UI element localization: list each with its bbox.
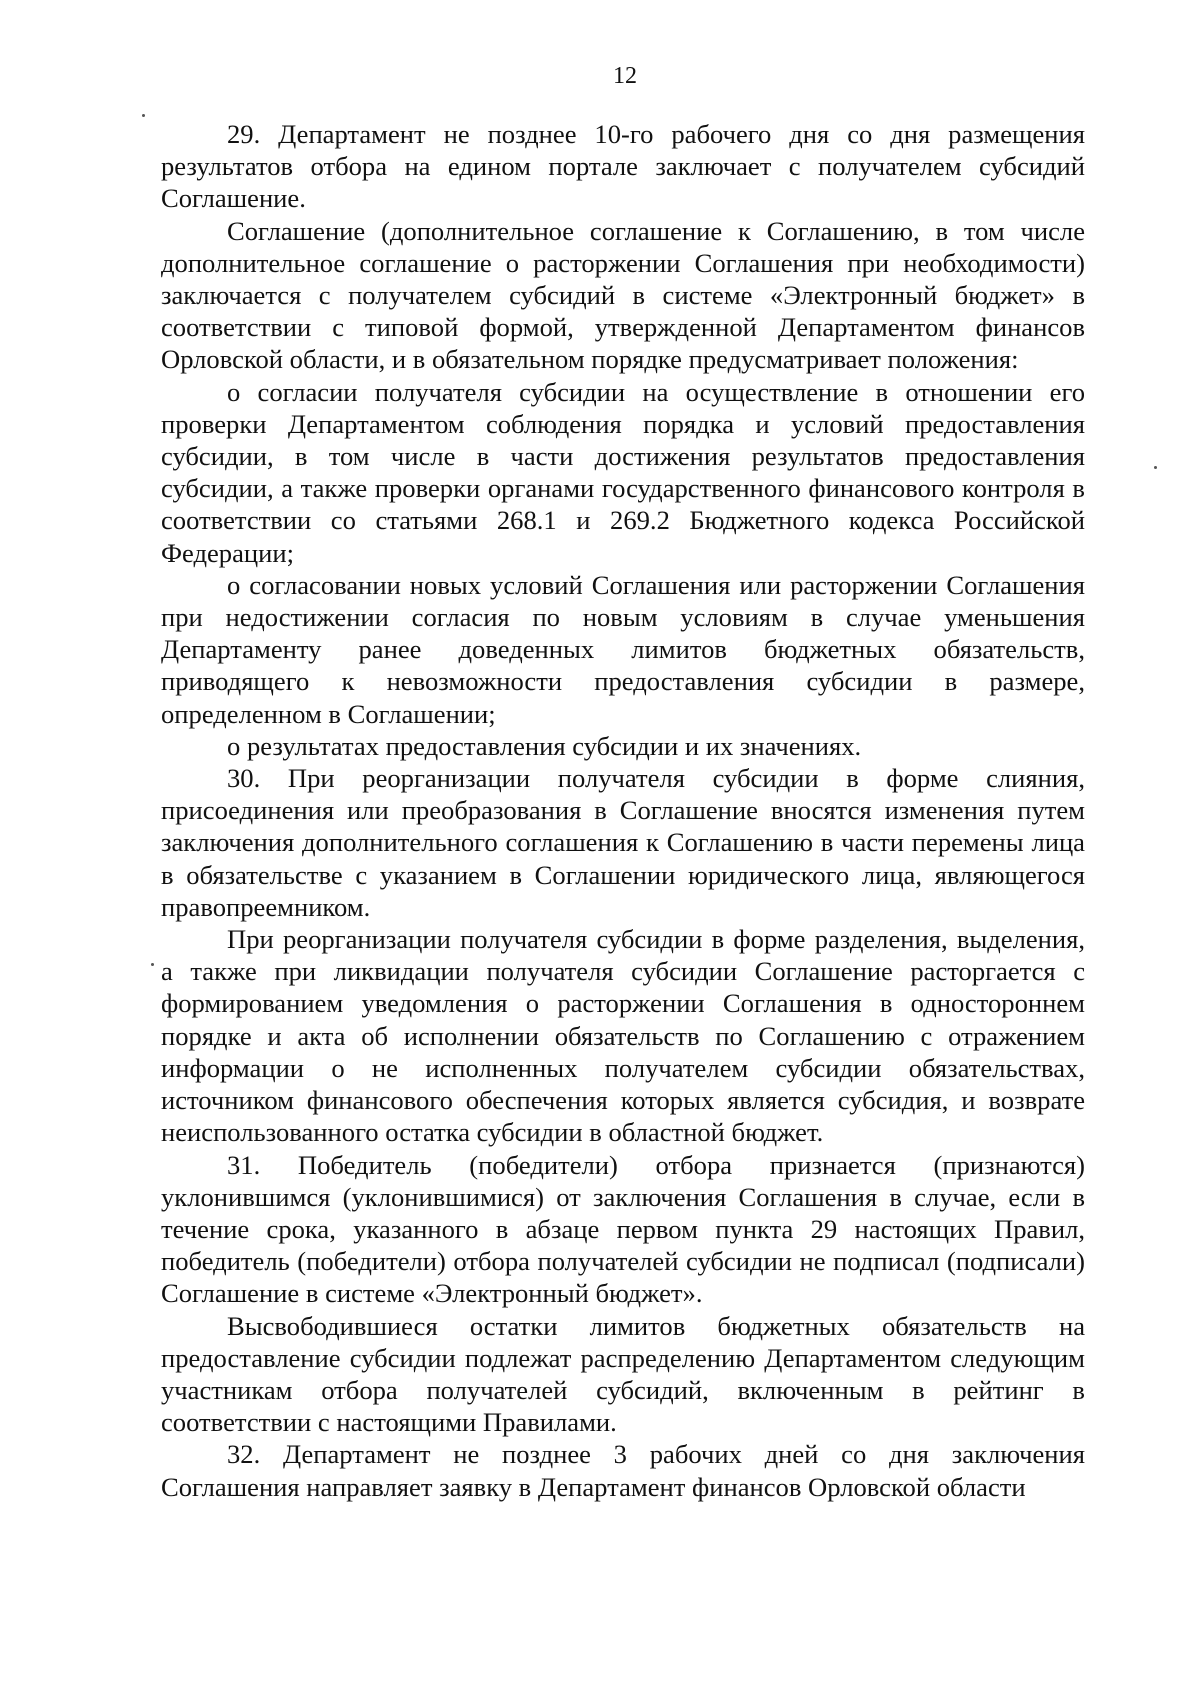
scan-speck: [151, 963, 154, 966]
page-number: 12: [613, 63, 637, 89]
paragraph-agreement-terms: Соглашение (дополнительное соглашение к Соглашению, в том числе дополнительное соглашение о расторжении Соглашения при необходимости) заключается с получателем субсидий в системе «Электронный бюджет» в соответствии с типовой формой, утвержденной Департаментом финансов Орловской области, и в обязательном порядке предусматривает положения:: [161, 215, 1085, 375]
paragraph-results: о результатах предоставления субсидии и их значениях.: [227, 730, 862, 761]
document-body: [161, 118, 1085, 1503]
paragraph-reorganization-division: При реорганизации получателя субсидии в форме разделения, выделения, а также при ликвидации получателя субсидии Соглашение расторгается с формированием уведомления о расторжении Соглашения в одностороннем порядке и акта об исполнении обязательств по Соглашению с отражением информации о не исполненных получателем субсидии обязательствах, источником финансового обеспечения которых является субсидия, и возврате неиспользованного остатка субсидии в областной бюджет.: [161, 924, 1085, 1148]
paragraph-released-limits: Высвободившиеся остатки лимитов бюджетных обязательств на предоставление субсидии подлежат распределению Департаментом следующим участникам отбора получателей субсидий, включенным в рейтинг в соответствии с настоящими Правилами.: [161, 1310, 1085, 1438]
paragraph-29: 29. Департамент не позднее 10-го рабочего дня со дня размещения результатов отбора на едином портале заключает с получателем субсидий Соглашение.: [161, 119, 1085, 214]
paragraph-31: 31. Победитель (победители) отбора признается (признаются) уклонившимся (уклонившимися) от заключения Соглашения в случае, если в течение срока, указанного в абзаце первом пункта 29 настоящих Правил, победитель (победители) отбора получателей субсидии не подписал (подписали) Соглашение в системе «Электронный бюджет».: [161, 1149, 1085, 1309]
paragraph-32: 32. Департамент не позднее 3 рабочих дней со дня заключения Соглашения направляет заявку в Департамент финансов Орловской области: [161, 1439, 1085, 1502]
paragraph-new-conditions: о согласовании новых условий Соглашения или расторжении Соглашения при недостижении согласия по новым условиям в случае уменьшения Департаменту ранее доведенных лимитов бюджетных обязательств, приводящего к невозможности предоставления субсидии в размере, определенном в Соглашении;: [161, 569, 1085, 729]
paragraph-30: 30. При реорганизации получателя субсидии в форме слияния, присоединения или преобразования в Соглашение вносятся изменения путем заключения дополнительного соглашения к Соглашению в части перемены лица в обязательстве с указанием в Соглашении юридического лица, являющегося правопреемником.: [161, 763, 1085, 922]
scan-speck: [1154, 466, 1157, 469]
scan-speck: [142, 114, 145, 117]
paragraph-consent-inspection: о согласии получателя субсидии на осуществление в отношении его проверки Департаментом соблюдения порядка и условий предоставления субсидии, в том числе в части достижения результатов предоставления субсидии, а также проверки органами государственного финансового контроля в соответствии со статьями 268.1 и 269.2 Бюджетного кодекса Российской Федерации;: [161, 376, 1085, 568]
